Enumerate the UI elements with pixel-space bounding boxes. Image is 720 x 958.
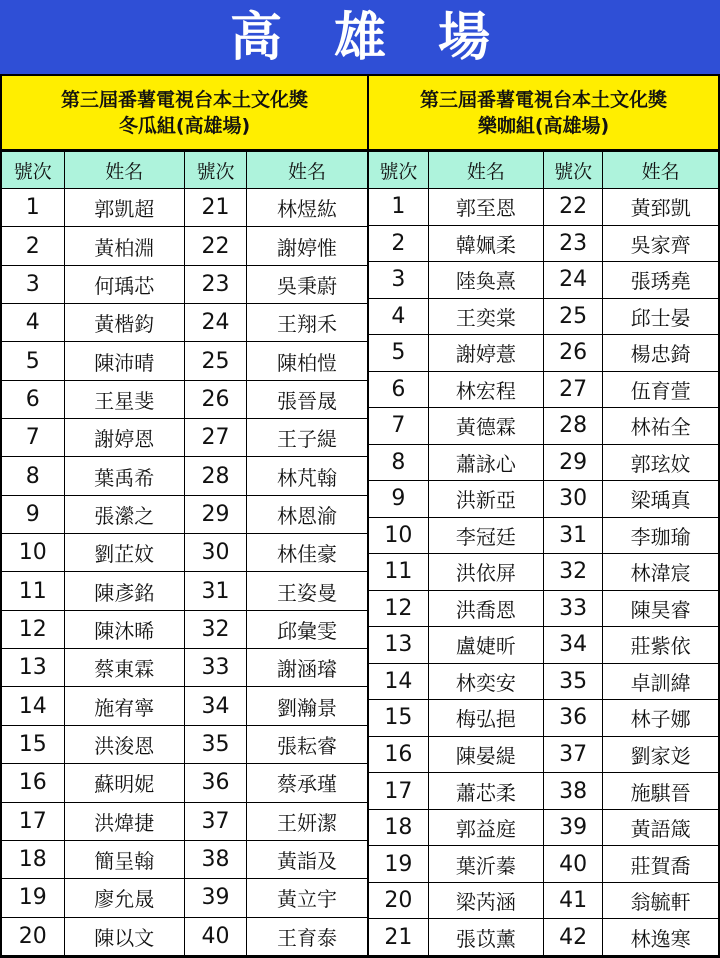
table-row [2, 840, 367, 878]
section-heading-line2: 冬瓜組(高雄場) [118, 114, 251, 137]
entry-number: 17 [369, 773, 428, 810]
contestant-name: 林宏程 [428, 371, 543, 408]
table-row [2, 534, 367, 572]
contestant-name: 梁芮涵 [428, 882, 543, 919]
section-heading [2, 76, 367, 151]
entry-number: 35 [184, 725, 246, 763]
contestant-name: 卓訓緯 [603, 663, 718, 700]
entry-number: 5 [369, 335, 428, 372]
section-heading [369, 76, 718, 151]
entry-number: 30 [543, 481, 602, 518]
entry-number: 10 [2, 534, 64, 572]
contestant-name: 王星斐 [64, 380, 184, 418]
table-row [2, 725, 367, 763]
section-heading-line2: 樂咖組(高雄場) [477, 114, 610, 137]
entry-number: 21 [369, 919, 428, 956]
entry-number: 22 [184, 227, 246, 265]
column-header-number: 號次 [2, 152, 64, 189]
table-row [2, 917, 367, 955]
entry-number: 37 [543, 736, 602, 773]
entry-number: 12 [369, 590, 428, 627]
contestant-name: 洪浚恩 [64, 725, 184, 763]
table-row [2, 649, 367, 687]
table-row [369, 773, 718, 810]
contestant-name: 林恩渝 [247, 495, 367, 533]
contestant-name: 陳晏緹 [428, 736, 543, 773]
winter-melon-group-panel [0, 76, 368, 958]
contestant-name: 施宥寧 [64, 687, 184, 725]
entry-number: 31 [543, 517, 602, 554]
entry-number: 20 [2, 917, 64, 955]
entry-number: 15 [369, 700, 428, 737]
entry-number: 42 [543, 919, 602, 956]
table-row [2, 495, 367, 533]
contestant-name: 陳彥銘 [64, 572, 184, 610]
entry-number: 25 [543, 298, 602, 335]
contestant-name: 葉沂蓁 [428, 846, 543, 883]
entry-number: 2 [369, 225, 428, 262]
contestant-name: 吳秉蔚 [247, 265, 367, 303]
entry-number: 13 [2, 649, 64, 687]
table-row [2, 419, 367, 457]
table-row [369, 700, 718, 737]
contestant-name: 黃楷鈞 [64, 304, 184, 342]
section-heading-line1: 第三屆番薯電視台本土文化獎 [419, 88, 667, 111]
entry-number: 20 [369, 882, 428, 919]
table-row [369, 444, 718, 481]
contestant-name: 邱彙雯 [247, 610, 367, 648]
contestant-name: 黃語箴 [603, 809, 718, 846]
contestant-name: 劉芷妏 [64, 534, 184, 572]
contestant-name: 蕭詠心 [428, 444, 543, 481]
entry-number: 19 [2, 879, 64, 917]
entry-number: 7 [369, 408, 428, 445]
table-row [369, 517, 718, 554]
entry-number: 16 [369, 736, 428, 773]
contestant-name: 謝婷薏 [428, 335, 543, 372]
entry-number: 40 [184, 917, 246, 955]
contestant-name: 林祐全 [603, 408, 718, 445]
entry-number: 29 [184, 495, 246, 533]
entry-number: 23 [543, 225, 602, 262]
contestant-name: 陳沛晴 [64, 342, 184, 380]
contestant-name: 王育泰 [247, 917, 367, 955]
contestant-name: 李冠廷 [428, 517, 543, 554]
entry-number: 4 [369, 298, 428, 335]
entry-number: 6 [2, 380, 64, 418]
entry-number: 32 [184, 610, 246, 648]
contestant-name: 陳以文 [64, 917, 184, 955]
column-header-number: 號次 [543, 152, 602, 189]
entry-number: 12 [2, 610, 64, 648]
page-title: 高 雄 場 [0, 0, 720, 76]
column-header-name: 姓名 [247, 152, 367, 189]
table-row [369, 809, 718, 846]
entry-number: 26 [543, 335, 602, 372]
entry-number: 21 [184, 189, 246, 227]
entry-number: 9 [369, 481, 428, 518]
contestant-name: 梁瑀真 [603, 481, 718, 518]
table-row [369, 335, 718, 372]
entry-number: 17 [2, 802, 64, 840]
table-row [2, 189, 367, 227]
contestant-name: 葉禹希 [64, 457, 184, 495]
entry-number: 29 [543, 444, 602, 481]
contestant-name: 簡呈翰 [64, 840, 184, 878]
column-header-name: 姓名 [428, 152, 543, 189]
entry-number: 14 [369, 663, 428, 700]
entry-number: 22 [543, 189, 602, 226]
contestant-name: 梅弘挹 [428, 700, 543, 737]
table-row [2, 265, 367, 303]
contestant-name: 施騏晉 [603, 773, 718, 810]
entry-number: 25 [184, 342, 246, 380]
table-row [2, 879, 367, 917]
column-header-number: 號次 [184, 152, 246, 189]
table-row [369, 627, 718, 664]
table-row [369, 481, 718, 518]
contestant-name: 謝婷恩 [64, 419, 184, 457]
contestant-name: 謝婷惟 [247, 227, 367, 265]
contestant-name: 邱士晏 [603, 298, 718, 335]
contestant-name: 張晉晟 [247, 380, 367, 418]
table-row [2, 380, 367, 418]
contestant-name: 韓姵柔 [428, 225, 543, 262]
table-row [369, 590, 718, 627]
table-row [369, 736, 718, 773]
table-row [2, 687, 367, 725]
contestant-name: 郭玹妏 [603, 444, 718, 481]
entry-number: 10 [369, 517, 428, 554]
contestant-name: 郭凱超 [64, 189, 184, 227]
column-header-name: 姓名 [64, 152, 184, 189]
entry-number: 28 [543, 408, 602, 445]
contestant-name: 劉家彣 [603, 736, 718, 773]
contestant-name: 洪新亞 [428, 481, 543, 518]
entry-number: 11 [2, 572, 64, 610]
contestant-name: 陳沐晞 [64, 610, 184, 648]
table-row [2, 764, 367, 802]
entry-number: 24 [184, 304, 246, 342]
table-row [369, 882, 718, 919]
table-row [369, 554, 718, 591]
table-header-row [369, 152, 718, 189]
table-row [369, 262, 718, 299]
entry-number: 35 [543, 663, 602, 700]
entry-number: 1 [369, 189, 428, 226]
contestant-name: 林奕安 [428, 663, 543, 700]
entry-number: 31 [184, 572, 246, 610]
contestant-name: 洪依屏 [428, 554, 543, 591]
entry-number: 34 [543, 627, 602, 664]
entry-number: 11 [369, 554, 428, 591]
contestant-name: 黃德霖 [428, 408, 543, 445]
entry-number: 27 [543, 371, 602, 408]
lekka-group-panel [368, 76, 720, 958]
table-row [2, 304, 367, 342]
entry-number: 39 [184, 879, 246, 917]
entry-number: 6 [369, 371, 428, 408]
contestant-name: 蘇明妮 [64, 764, 184, 802]
contestant-name: 林芃翰 [247, 457, 367, 495]
entry-number: 18 [369, 809, 428, 846]
contestant-name: 廖允晟 [64, 879, 184, 917]
contestant-name: 莊紫依 [603, 627, 718, 664]
table-row [2, 342, 367, 380]
entry-number: 38 [184, 840, 246, 878]
table-row [369, 846, 718, 883]
contestant-table [369, 151, 718, 956]
contestant-name: 王奕棠 [428, 298, 543, 335]
entry-number: 19 [369, 846, 428, 883]
contestant-name: 張耘睿 [247, 725, 367, 763]
table-row [2, 572, 367, 610]
contestant-name: 張琇堯 [603, 262, 718, 299]
contestant-name: 劉瀚景 [247, 687, 367, 725]
table-row [2, 227, 367, 265]
table-row [2, 610, 367, 648]
contestant-name: 王姿曼 [247, 572, 367, 610]
column-header-number: 號次 [369, 152, 428, 189]
table-row [369, 663, 718, 700]
contestant-name: 黃立宇 [247, 879, 367, 917]
entry-number: 40 [543, 846, 602, 883]
entry-number: 41 [543, 882, 602, 919]
entry-number: 23 [184, 265, 246, 303]
contestant-name: 蕭芯柔 [428, 773, 543, 810]
entry-number: 32 [543, 554, 602, 591]
contestant-name: 吳家齊 [603, 225, 718, 262]
entry-number: 9 [2, 495, 64, 533]
contestant-name: 張瀠之 [64, 495, 184, 533]
entry-number: 26 [184, 380, 246, 418]
contestant-name: 洪煒捷 [64, 802, 184, 840]
entry-number: 33 [184, 649, 246, 687]
entry-number: 27 [184, 419, 246, 457]
contestant-name: 王翔禾 [247, 304, 367, 342]
table-row [2, 457, 367, 495]
entry-number: 1 [2, 189, 64, 227]
contestant-name: 陳柏愷 [247, 342, 367, 380]
entry-number: 18 [2, 840, 64, 878]
entry-number: 14 [2, 687, 64, 725]
table-row [369, 298, 718, 335]
contestant-table [2, 151, 367, 956]
contestant-name: 林湋宸 [603, 554, 718, 591]
entry-number: 24 [543, 262, 602, 299]
entry-number: 3 [369, 262, 428, 299]
contestant-name: 陳昊睿 [603, 590, 718, 627]
contestant-name: 郭至恩 [428, 189, 543, 226]
contestant-name: 林逸寒 [603, 919, 718, 956]
entry-number: 36 [184, 764, 246, 802]
contestant-name: 謝涵璿 [247, 649, 367, 687]
entry-number: 8 [2, 457, 64, 495]
table-header-row [2, 152, 367, 189]
contestant-name: 張苡薰 [428, 919, 543, 956]
table-row [369, 408, 718, 445]
entry-number: 4 [2, 304, 64, 342]
contestant-name: 盧婕昕 [428, 627, 543, 664]
entry-number: 3 [2, 265, 64, 303]
table-row [369, 919, 718, 956]
contestant-name: 何瑀芯 [64, 265, 184, 303]
contestant-name: 伍育萱 [603, 371, 718, 408]
entry-number: 34 [184, 687, 246, 725]
contestant-name: 蔡承瑾 [247, 764, 367, 802]
entry-number: 5 [2, 342, 64, 380]
contestant-name: 李珈瑜 [603, 517, 718, 554]
entry-number: 15 [2, 725, 64, 763]
entry-number: 30 [184, 534, 246, 572]
entry-number: 37 [184, 802, 246, 840]
contestant-name: 楊忠錡 [603, 335, 718, 372]
entry-number: 39 [543, 809, 602, 846]
entry-number: 8 [369, 444, 428, 481]
entry-number: 33 [543, 590, 602, 627]
entry-number: 13 [369, 627, 428, 664]
contestant-name: 陸奐熹 [428, 262, 543, 299]
contestant-name: 王妍潔 [247, 802, 367, 840]
entry-number: 2 [2, 227, 64, 265]
contestant-name: 王子緹 [247, 419, 367, 457]
contestant-name: 林佳豪 [247, 534, 367, 572]
contestant-name: 林子娜 [603, 700, 718, 737]
contestant-name: 黃柏淵 [64, 227, 184, 265]
entry-number: 28 [184, 457, 246, 495]
table-row [2, 802, 367, 840]
contestant-name: 翁毓軒 [603, 882, 718, 919]
contestant-name: 郭益庭 [428, 809, 543, 846]
table-row [369, 189, 718, 226]
table-row [369, 225, 718, 262]
contestant-name: 蔡東霖 [64, 649, 184, 687]
column-header-name: 姓名 [603, 152, 718, 189]
section-heading-line1: 第三屆番薯電視台本土文化獎 [60, 88, 308, 111]
entry-number: 36 [543, 700, 602, 737]
entry-number: 38 [543, 773, 602, 810]
contestant-name: 黃詣及 [247, 840, 367, 878]
contestant-name: 林煜紘 [247, 189, 367, 227]
contestant-name: 洪喬恩 [428, 590, 543, 627]
table-row [369, 371, 718, 408]
contestant-name: 莊賀喬 [603, 846, 718, 883]
entry-number: 7 [2, 419, 64, 457]
contestant-name: 黃郅凱 [603, 189, 718, 226]
entry-number: 16 [2, 764, 64, 802]
